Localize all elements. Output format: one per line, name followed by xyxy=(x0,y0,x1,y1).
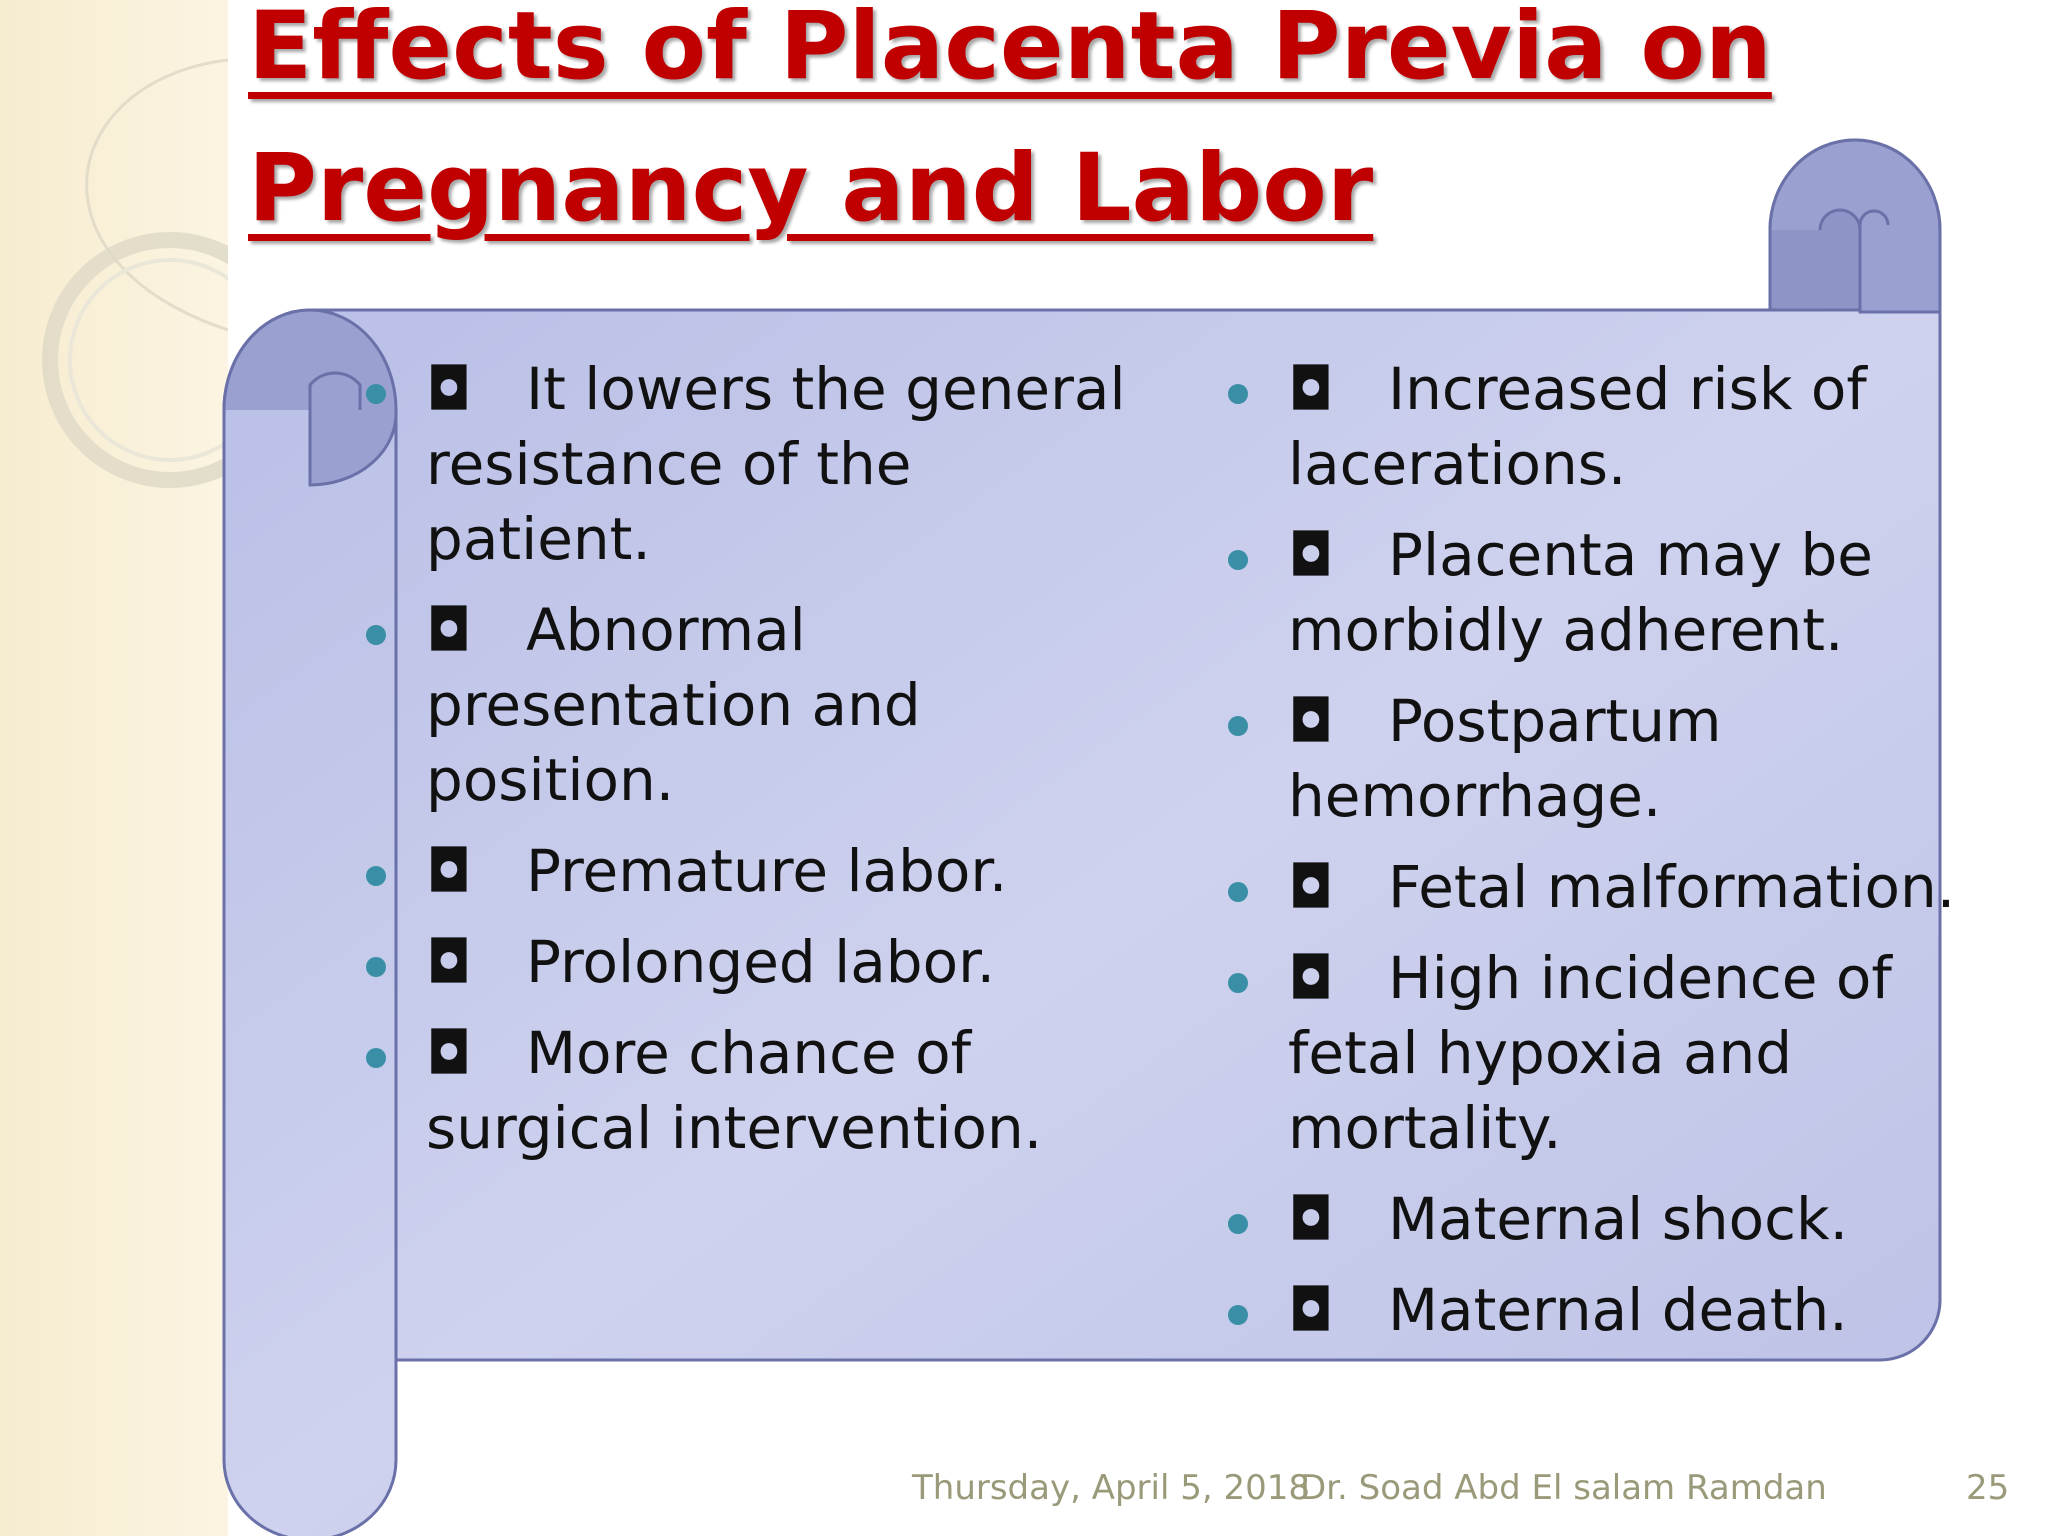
bullet-text: Postpartum hemorrhage. xyxy=(1288,687,1722,830)
list-item xyxy=(1288,1182,1988,1257)
footer-author: Dr. Soad Abd El salam Ramdan xyxy=(1300,1468,1827,1508)
list-item xyxy=(426,834,1146,909)
bullet-text: More chance of surgical intervention. xyxy=(426,1019,1043,1162)
bullet-text: Placenta may be morbidly adherent. xyxy=(1288,521,1873,664)
left-bullet-list xyxy=(426,352,1146,1182)
box-bullet-icon: ◘ xyxy=(426,355,472,423)
slide-title-line-1: Effects of Placenta Previa on xyxy=(248,0,1772,101)
list-item xyxy=(426,925,1146,1000)
bullet-text: It lowers the general resistance of the patient. xyxy=(426,355,1126,573)
bullet-text: High incidence of fetal hypoxia and mortality. xyxy=(1288,944,1892,1162)
box-bullet-icon: ◘ xyxy=(1288,944,1334,1012)
box-bullet-icon: ◘ xyxy=(1288,1185,1334,1253)
list-item xyxy=(1288,850,1988,925)
box-bullet-icon: ◘ xyxy=(426,928,472,996)
bullet-text: Fetal malformation. xyxy=(1388,853,1956,921)
box-bullet-icon: ◘ xyxy=(426,596,472,664)
list-item xyxy=(426,352,1146,577)
box-bullet-icon: ◘ xyxy=(426,1019,472,1087)
list-item xyxy=(1288,352,1988,502)
right-bullet-list xyxy=(1288,352,1988,1364)
list-item xyxy=(1288,1273,1988,1348)
bullet-text: Premature labor. xyxy=(526,837,1008,905)
list-item xyxy=(426,593,1146,818)
bullet-text: Increased risk of lacerations. xyxy=(1288,355,1867,498)
page-number: 25 xyxy=(1966,1468,2010,1508)
list-item xyxy=(1288,941,1988,1166)
bullet-text: Prolonged labor. xyxy=(526,928,996,996)
bullet-text: Maternal shock. xyxy=(1388,1185,1849,1253)
bullet-text: Maternal death. xyxy=(1388,1276,1848,1344)
list-item xyxy=(1288,684,1988,834)
box-bullet-icon: ◘ xyxy=(1288,521,1334,589)
list-item xyxy=(426,1016,1146,1166)
box-bullet-icon: ◘ xyxy=(1288,687,1334,755)
box-bullet-icon: ◘ xyxy=(1288,355,1334,423)
bullet-text: Abnormal presentation and position. xyxy=(426,596,921,814)
box-bullet-icon: ◘ xyxy=(426,837,472,905)
slide-title-line-2: Pregnancy and Labor xyxy=(248,134,1374,243)
footer-date: Thursday, April 5, 2018 xyxy=(912,1468,1311,1508)
box-bullet-icon: ◘ xyxy=(1288,1276,1334,1344)
list-item xyxy=(1288,518,1988,668)
box-bullet-icon: ◘ xyxy=(1288,853,1334,921)
